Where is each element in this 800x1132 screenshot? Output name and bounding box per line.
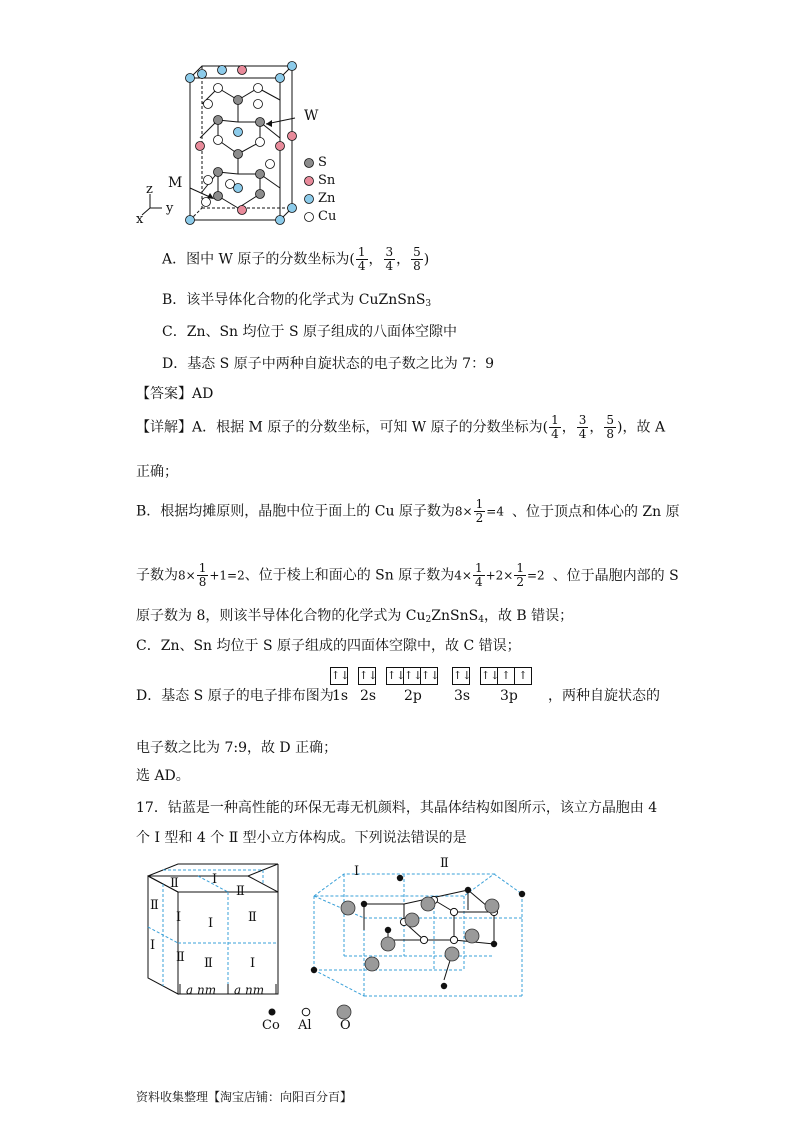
orbital-label-3p: 3p (500, 688, 518, 704)
w-label: W (304, 108, 319, 124)
orbital-2s: ↑↓ (358, 664, 375, 685)
cube-label-ii-top3: Ⅱ (236, 884, 245, 899)
crystal-label-i: Ⅰ (354, 864, 360, 879)
cube-label-ii-side4: Ⅱ (176, 950, 185, 965)
legend-zn: Zn (318, 191, 336, 206)
option-a: A．图中 W 原子的分数坐标为( $\frac{1}{4}$ ， $\frac{3}{4}$ ， $\frac{5}{8}$ ) (162, 245, 430, 273)
orbital-2p: ↑↓↑↓↑↓ (386, 664, 437, 685)
cube-label-ii-side1: Ⅱ (150, 898, 159, 913)
orbital-label-2p: 2p (404, 688, 422, 704)
legend-o: O (340, 1018, 351, 1033)
cobalt-blue-crystal-figure (304, 860, 536, 1000)
detail-d-prefix: D．基态 S 原子的电子排布图为 (136, 688, 334, 704)
legend-markers-figure-1 (302, 156, 316, 222)
cube-label-i-front4: Ⅰ (250, 956, 256, 971)
cube-label-i-side2: Ⅰ (176, 910, 182, 925)
detail-b-line3: 原子数为 8，则该半导体化合物的化学式为 $Cu_2ZnSnS_4$，故 B 错误； (136, 608, 574, 625)
cube-label-ii-front3: Ⅱ (204, 956, 213, 971)
detail-a-line2: 正确； (136, 464, 178, 480)
option-c: C．Zn、Sn 均位于 S 原子组成的八面体空隙中 (162, 324, 458, 340)
legend-s: S (318, 155, 327, 170)
orbital-label-1s: 1s (332, 688, 349, 704)
legend-co: Co (262, 1018, 280, 1033)
dimension-label-2: a nm (234, 983, 265, 997)
detail-d-suffix: ，两种自旋状态的 (548, 688, 660, 704)
detail-d-line2: 电子数之比为 7:9，故 D 正确； (136, 740, 338, 756)
orbital-3s: ↑↓ (452, 664, 469, 685)
answer: 【答案】AD (136, 386, 214, 402)
footer-source: 资料收集整理【淘宝店铺：向阳百分百】 (136, 1090, 353, 1104)
orbital-label-2s: 2s (360, 688, 377, 704)
legend-sn: Sn (318, 173, 336, 188)
axis-y-label: y (166, 201, 174, 216)
axis-x-label: x (136, 212, 144, 227)
cube-label-i-front1: Ⅰ (208, 916, 214, 931)
m-label: M (168, 175, 183, 191)
detail-b-line1: B．根据均摊原则，晶胞中位于面上的 Cu 原子数为8× $\frac{1}{2}$ =4 、位于顶点和体心的 Zn 原 (136, 497, 680, 525)
axis-z-label: z (146, 182, 153, 197)
cube-label-ii-front2: Ⅱ (248, 910, 257, 925)
detail-b-line2: 子数为8× $\frac{1}{8}$ +1=2、位于棱上和面心的 Sn 原子数为4× $\frac{1}{4}$ +2× $\frac{1}{2}$ =2 、位于晶胞内部的 S (136, 561, 679, 589)
crystal-label-ii: Ⅱ (440, 856, 449, 871)
legend-cu: Cu (318, 209, 337, 224)
choose-answer: 选 AD。 (136, 768, 190, 784)
cube-label-i-top2: Ⅰ (212, 872, 218, 887)
legend-al: Al (298, 1018, 312, 1033)
dimension-label-1: a nm (186, 983, 217, 997)
q17-line2: 个 Ⅰ 型和 4 个 Ⅱ 型小立方体构成。下列说法错误的是 (136, 830, 467, 846)
orbital-label-3s: 3s (454, 688, 471, 704)
detail-a-line: 【详解】A．根据 M 原子的分数坐标，可知 W 原子的分数坐标为( $\frac{1}{4}$ ， $\frac{3}{4}$ ， $\frac{5}{8}$ )，故 A (136, 413, 666, 441)
orbital-3p: ↑↓ ↑ ↑ (480, 664, 531, 685)
cube-label-ii-top1: Ⅱ (170, 876, 179, 891)
option-b: B．该半导体化合物的化学式为 CuZnSnS$_3$ (162, 292, 432, 309)
orbital-1s: ↑↓ (330, 664, 347, 685)
cube-label-i-side3: Ⅰ (150, 938, 156, 953)
option-d: D．基态 S 原子中两种自旋状态的电子数之比为 7：9 (162, 356, 494, 372)
detail-c-line: C．Zn、Sn 均位于 S 原子组成的四面体空隙中，故 C 错误； (136, 638, 521, 654)
q17-line1: 17．钴蓝是一种高性能的环保无毒无机颜料，其晶体结构如图所示，该立方晶胞由 4 (136, 800, 658, 816)
crystal-structure-figure-1 (130, 60, 350, 230)
